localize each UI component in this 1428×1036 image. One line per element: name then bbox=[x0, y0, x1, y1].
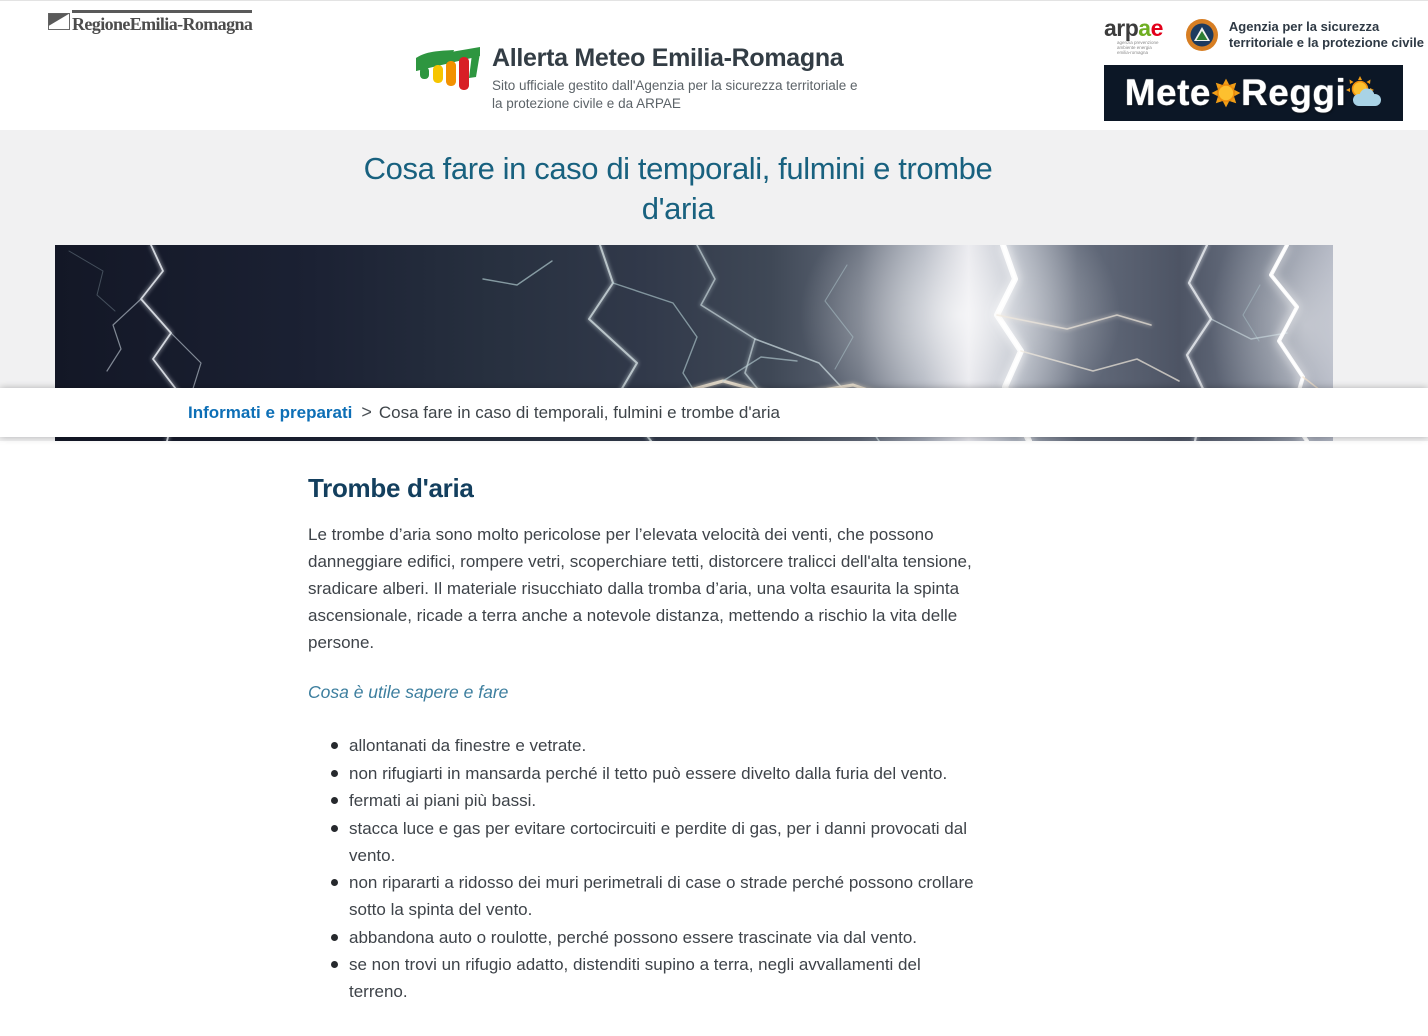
site-header bbox=[0, 0, 1428, 130]
page-title bbox=[298, 130, 1058, 229]
protezione-civile-emblem-icon bbox=[1185, 18, 1219, 52]
list-item: stacca luce e gas per evitare cortocircuiti e perdite di gas, per i danni provocati dal vento. bbox=[333, 815, 980, 869]
site-subtitle-line2: la protezione civile e da ARPAE bbox=[492, 96, 681, 111]
arpae-logo[interactable] bbox=[1104, 17, 1163, 55]
page-title-line2: d'aria bbox=[641, 191, 715, 226]
advice-list bbox=[308, 732, 980, 1005]
allerta-meteo-icon bbox=[414, 45, 482, 99]
allerta-meteo-logo[interactable] bbox=[414, 43, 858, 113]
section-heading: Trombe d'aria bbox=[308, 473, 474, 503]
arpae-tagline: agenzia prevenzione ambiente energia emilia-romagna bbox=[1117, 40, 1159, 55]
arpae-word-green: a bbox=[1138, 15, 1151, 41]
banner-text-part1: Mete bbox=[1124, 72, 1212, 113]
list-item: se non trovi un rifugio adatto, distenditi supino a terra, negli avvallamenti del terreno. bbox=[333, 951, 980, 1005]
main-content bbox=[0, 441, 1428, 1036]
region-emilia-romagna-logo[interactable] bbox=[48, 10, 252, 35]
list-item: non ripararti a ridosso dei muri perimetrali di case o strade perché possono crollare sotto la spinta del vento. bbox=[333, 869, 980, 923]
breadcrumb bbox=[0, 388, 1428, 437]
sub-section-link: Cosa è utile sapere e fare bbox=[308, 682, 509, 702]
list-item: non rifugiarti in mansarda perché il tetto può essere divelto dalla furia del vento. bbox=[333, 760, 980, 787]
page-title-line1: Cosa fare in caso di temporali, fulmini e trombe bbox=[363, 151, 993, 186]
breadcrumb-parent-link[interactable]: Informati e preparati bbox=[188, 402, 353, 422]
agency-label: Agenzia per la sicurezza territoriale e la protezione civile bbox=[1228, 19, 1424, 50]
breadcrumb-current: Cosa fare in caso di temporali, fulmini e trombe d'aria bbox=[378, 402, 780, 422]
breadcrumb-separator-icon: > bbox=[361, 402, 372, 422]
arpae-word-gray: arp bbox=[1104, 15, 1139, 41]
site-title: Allerta Meteo Emilia-Romagna bbox=[492, 44, 844, 72]
region-logo-icon bbox=[48, 13, 70, 30]
region-logo-label: Regione Emilia-Romagna bbox=[72, 14, 253, 34]
meteo-reggio-banner[interactable] bbox=[1104, 65, 1403, 121]
sun-cloud-icon bbox=[1346, 76, 1382, 108]
arpae-word-red: e bbox=[1150, 15, 1163, 41]
body-paragraph: Le trombe d’aria sono molto pericolose per l’elevata velocità dei venti, che possono danneggiare edifici, rompere vetri, scoperchiare tetti, distorcere tralicci dell'alta tensione, sradicare alberi. Il materiale risucchiato dalla tromba d’aria, una volta esaurita la spinta ascensionale, ricade a terra anche a notevole distanza, mettendo a rischio la vita delle persone. bbox=[308, 525, 972, 652]
list-item: allontanati da finestre e vetrate. bbox=[333, 732, 980, 759]
site-subtitle-line1: Sito ufficiale gestito dall'Agenzia per la sicurezza territoriale e bbox=[492, 78, 858, 93]
sun-icon bbox=[1211, 78, 1241, 108]
list-item: fermati ai piani più bassi. bbox=[333, 787, 980, 814]
agency-links[interactable] bbox=[1104, 17, 1428, 55]
list-item: abbandona auto o roulotte, perché possono essere trascinate via dal vento. bbox=[333, 924, 980, 951]
banner-text-part2: Reggi bbox=[1241, 72, 1347, 113]
